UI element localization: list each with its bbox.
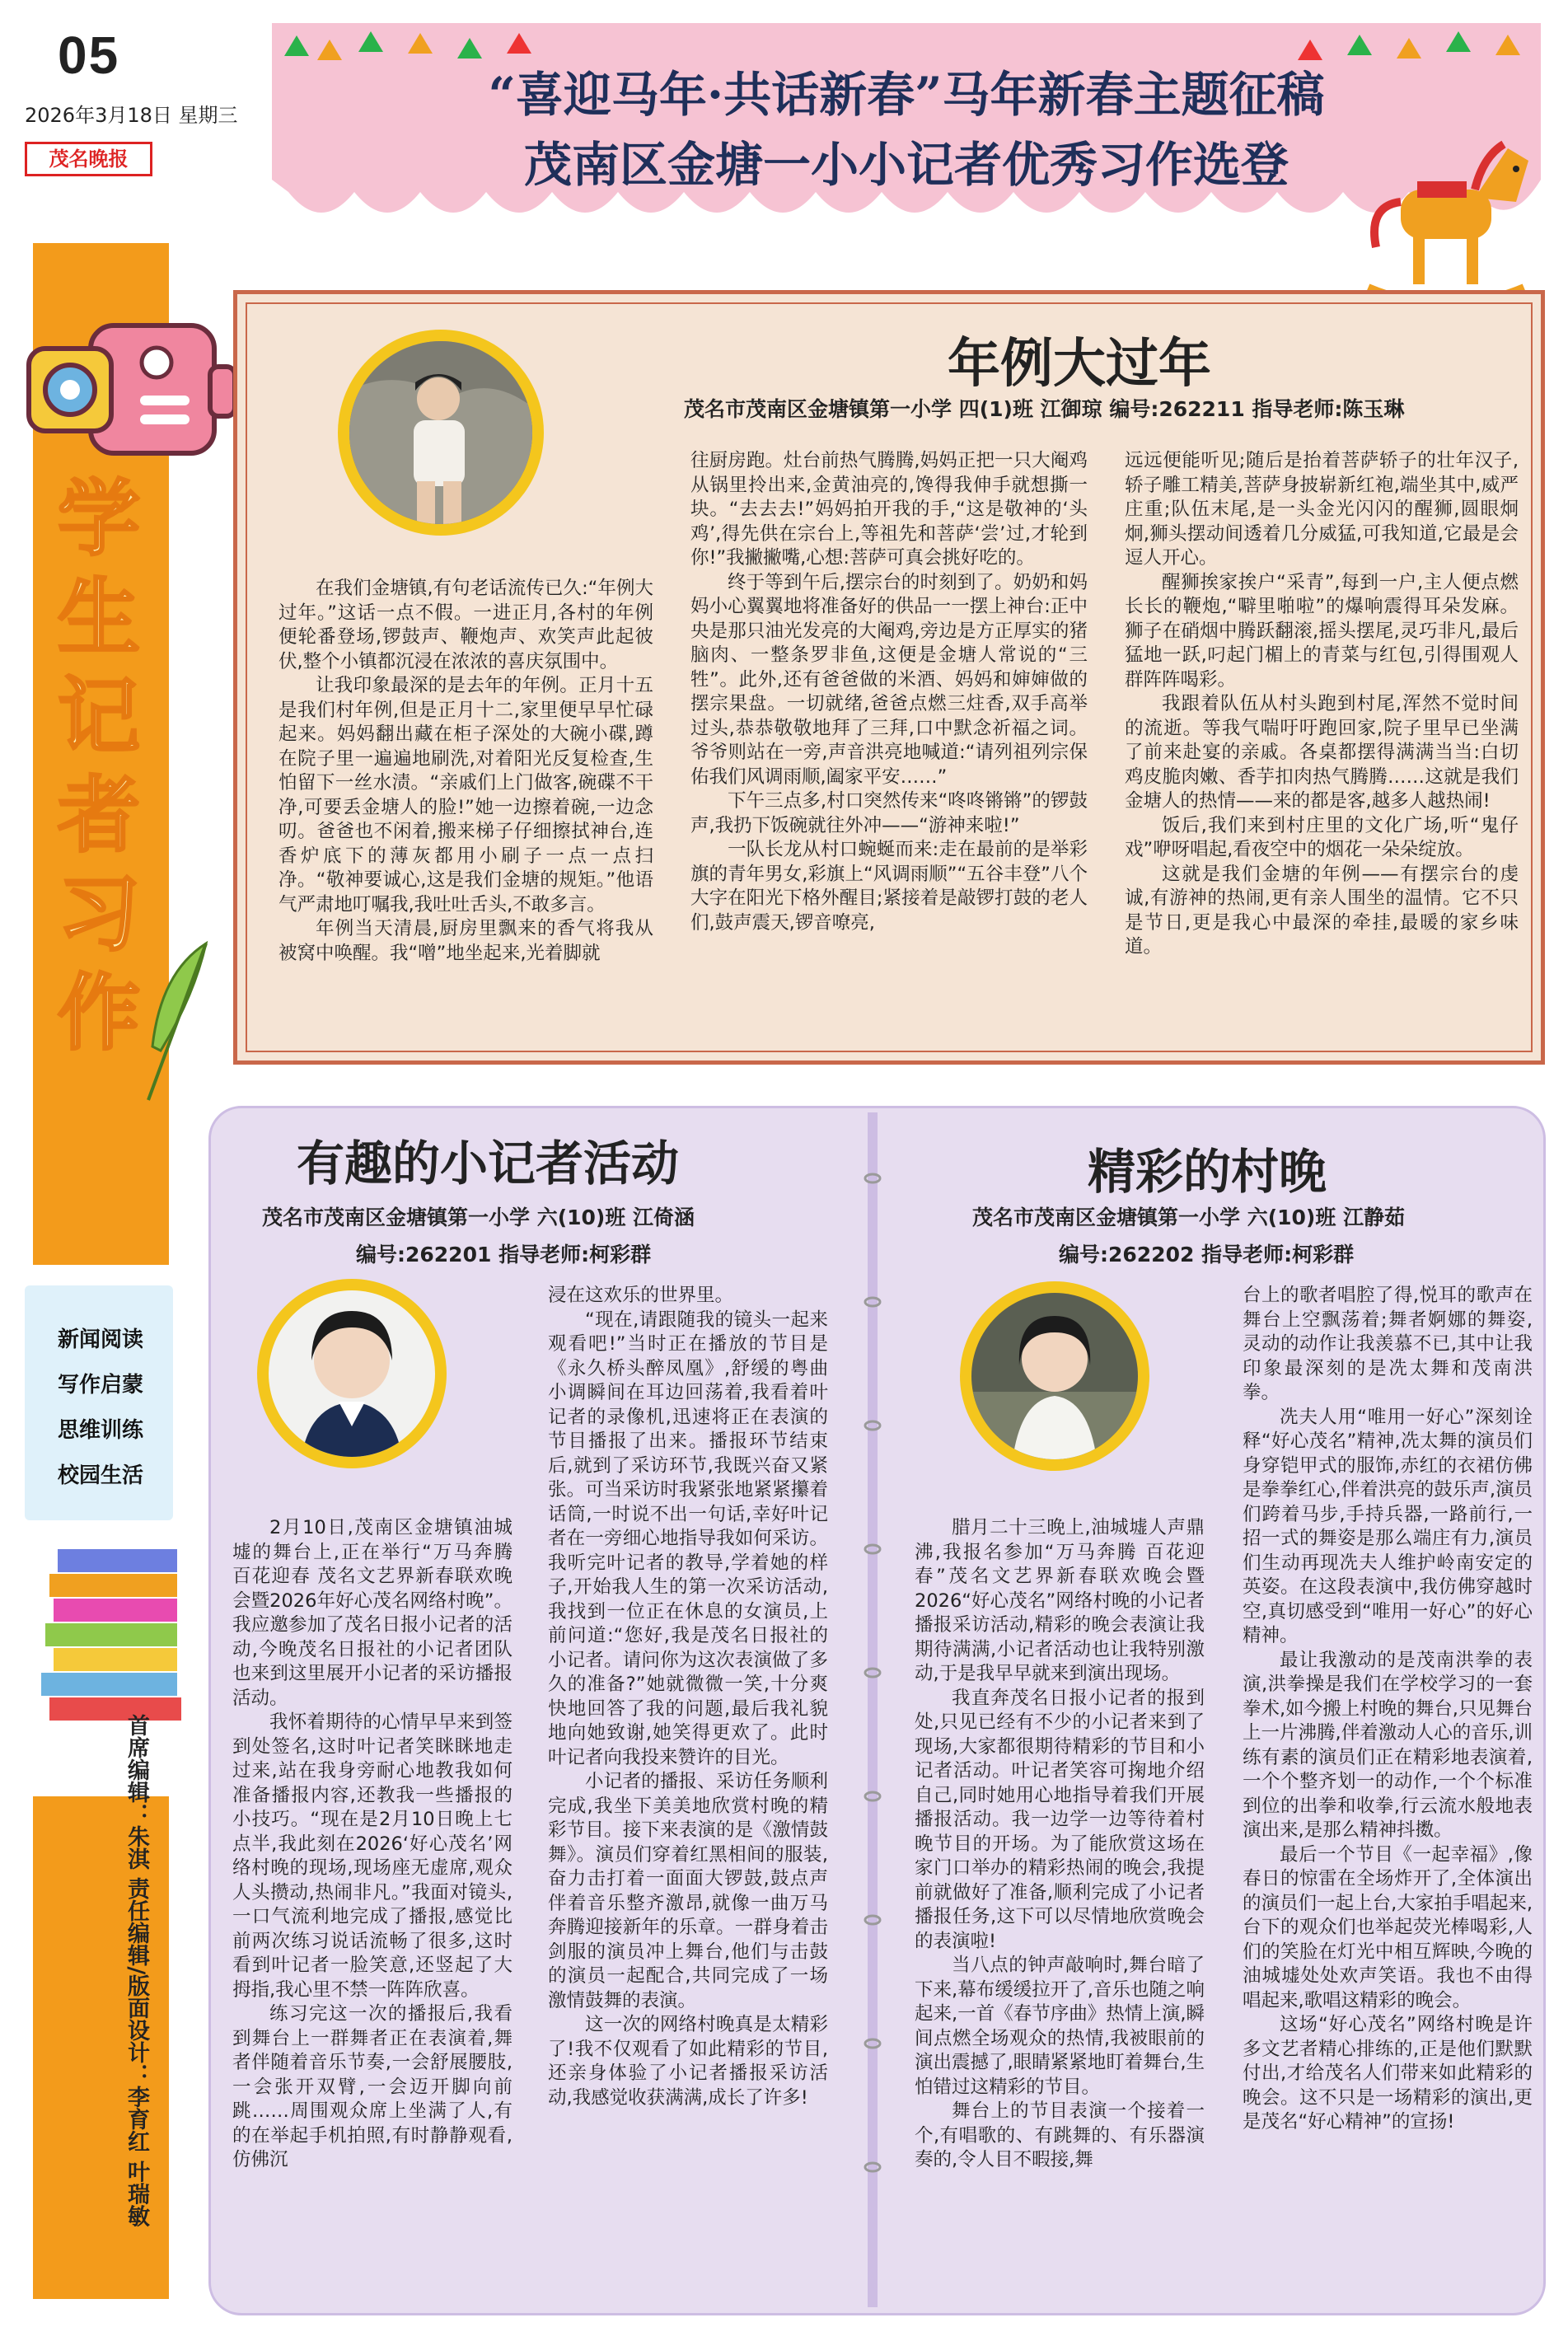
paragraph: 2月10日,茂南区金塘镇油城墟的舞台上,正在举行“万马奔腾 百花迎春 茂名文艺界新春联欢晚会暨2026年好心茂名网络村晚”。我应邀参加了茂名日报小记者的活动,今晚茂名日报社的小记者团队也来到这里展开小记者的采访播报活动。 [232, 1517, 513, 1709]
paragraph: 这一次的网络村晚真是太精彩了!我不仅观看了如此精彩的节目,还亲身体验了小记者播报采访活动,我感觉收获满满,成长了许多! [548, 2014, 828, 2109]
banner-title-line1: “喜迎马年·共话新春”马年新春主题征稿 [488, 67, 1325, 123]
right-article-byline: 茂名市茂南区金塘镇第一小学 六(10)班 江静茹 [972, 1206, 1406, 1229]
paragraph: 在我们金塘镇,有句老话流传已久:“年例大过年。”这话一点不假。一进正月,各村的年例便轮番登场,锣鼓声、鞭炮声、欢笑声此起彼伏,整个小镇都沉浸在浓浓的喜庆氛围中。 [278, 578, 653, 672]
camera-icon [25, 317, 243, 461]
paragraph: 练习完这一次的播报后,我看到舞台上一群舞者正在表演着,舞者伴随着音乐节奏,一会舒展腰肢,一会张开双臂,一会迈开脚向前跳……周围观众席上坐满了人,有的在举起手机拍照,有时静静观看,仿佛沉 [232, 2003, 513, 2170]
author-photo [257, 1279, 447, 1468]
top-article-column-1 [278, 577, 653, 966]
paragraph: 浸在这欢乐的世界里。 [548, 1285, 734, 1306]
nav-box [25, 1285, 173, 1520]
banner-title-line2: 茂南区金塘一小小记者优秀习作选登 [523, 137, 1289, 193]
paragraph: 往厨房跑。灶台前热气腾腾,妈妈正把一只大阉鸡从锅里拎出来,金黄油亮的,馋得我伸手就想撕一块。“去去去!”妈妈拍开我的手,“这是敬神的‘头鸡’,得先供在宗台上,等祖先和菩萨‘尝’过,才轮到你!”我撇撇嘴,心想:菩萨可真会挑好吃的。 [690, 450, 1088, 569]
top-article-column-2 [690, 449, 1088, 935]
nav-item-writing: 写作启蒙 [58, 1373, 144, 1398]
paragraph: 当八点的钟声敲响时,舞台暗了下来,幕布缓缓拉开了,音乐也随之响起来,一首《春节序曲》热情上演,瞬间点燃全场观众的热情,我被眼前的演出震撼了,眼睛紧紧地盯着舞台,生怕错过这精彩的节目。 [915, 1955, 1205, 2098]
editor-credits: 首席编辑：朱淇 责任编辑/版面设计：李育红 叶瑞敏 [124, 1714, 149, 2227]
right-article-column-2 [1243, 1284, 1533, 2135]
paragraph: 冼夫人用“唯用一好心”深刻诠释“好心茂名”精神,冼太舞的演员们身穿铠甲式的服饰,赤红的衣裙仿佛是拳拳红心,伴着洪亮的鼓乐声,演员们跨着马步,手持兵器,一路前行,一招一式的舞姿是那么端庄有力,演员们生动再现冼夫人维护岭南安定的英姿。在这段表演中,我仿佛穿越时空,真切感受到“唯用一好心”的好心精神。 [1243, 1406, 1533, 1646]
nav-item-thinking: 思维训练 [58, 1418, 144, 1443]
left-article-column-2 [548, 1284, 828, 2110]
paragraph: 腊月二十三晚上,油城墟人声鼎沸,我报名参加“万马奔腾 百花迎春”茂名文艺界新春联欢晚会暨2026“好心茂名”网络村晚的小记者播报采访活动,精彩的晚会表演让我期待满满,小记者活动也让我特别激动,于是我早早就来到演出现场。 [915, 1517, 1205, 1684]
paragraph: 小记者的播报、采访任务顺利完成,我坐下美美地欣赏村晚的精彩节目。接下来表演的是《激情鼓舞》。演员们穿着红黑相间的服装,奋力击打着一面面大锣鼓,鼓点声伴着音乐整齐激昂,就像一曲万马奔腾迎接新年的乐章。一群身着击剑服的演员冲上舞台,他们与击鼓的演员一起配合,共同完成了一场激情鼓舞的表演。 [548, 1771, 828, 2011]
right-article-column-1 [915, 1516, 1205, 2173]
top-article-byline: 茂名市茂南区金塘镇第一小学 四(1)班 江御琼 编号:262211 指导老师:陈玉琳 [684, 397, 1405, 421]
notebook-spine [864, 1112, 882, 2307]
paragraph: 我直奔茂名日报小记者的报到处,只见已经有不少的小记者来到了现场,大家都很期待精彩的节目和小记者活动。叶记者笑容可掬地介绍自己,同时她用心地指导着我们开展播报活动。我一边学一边等待着村晚节目的开场。为了能欣赏这场在家门口举办的精彩热闹的晚会,我提前就做好了准备,顺利完成了小记者播报任务,这下可以尽情地欣赏晚会的表演啦! [915, 1687, 1205, 1952]
banner [272, 23, 1541, 233]
paragraph: 下午三点多,村口突然传来“咚咚锵锵”的锣鼓声,我扔下饭碗就往外冲——“游神来啦!” [690, 790, 1088, 836]
paragraph: 远远便能听见;随后是抬着菩萨轿子的壮年汉子,轿子雕工精美,菩萨身披崭新红袍,端坐其中,威严庄重;队伍末尾,是一头金光闪闪的醒狮,圆眼炯炯,狮头摆动间透着几分威猛,可我知道,它最是会逗人开心。 [1125, 450, 1519, 569]
paragraph: 最让我激动的是茂南洪拳的表演,洪拳操是我们在学校学习的一套拳术,如今搬上村晚的舞台,只见舞台上一片沸腾,伴着激动人心的音乐,训练有素的演员们正在精彩地表演着,一个个整齐划一的动作,一个个标准到位的出拳和收拳,行云流水般地表演出来,是那么精神抖擞。 [1243, 1649, 1533, 1841]
paragraph: 饭后,我们来到村庄里的文化广场,听“鬼仔戏”咿呀唱起,看夜空中的烟花一朵朵绽放。 [1125, 814, 1519, 860]
paragraph: 我怀着期待的心情早早来到签到处签名,这时叶记者笑眯眯地走过来,站在我身旁耐心地教我如何准备播报内容,还教我一些播报的小技巧。“现在是2月10日晚上七点半,我此刻在2026‘好心茂名’网络村晚的现场,现场座无虚席,观众人头攒动,热闹非凡。”我面对镜头,一口气流利地完成了播报,感觉比前两次练习说话流畅了很多,这时看到叶记者一脸笑意,还竖起了大拇指,我心里不禁一阵阵欣喜。 [232, 1711, 513, 2001]
author-photo [338, 330, 544, 536]
top-article-column-3 [1125, 449, 1519, 960]
books-icon [33, 1524, 190, 1739]
paragraph: 舞台上的节目表演一个接着一个,有唱歌的、有跳舞的、有乐器演奏的,令人目不暇接,舞 [915, 2100, 1205, 2170]
right-article-id: 编号:262202 指导老师:柯彩群 [1059, 1243, 1355, 1267]
paragraph: 我跟着队伍从村头跑到村尾,浑然不觉时间的流逝。等我气喘吁吁跑回家,院子里早已坐满了前来赴宴的亲戚。各桌都摆得满满当当:白切鸡皮脆肉嫩、香芋扣肉热气腾腾……这就是我们金塘人的热情——来的都是客,越多人越热闹! [1125, 693, 1519, 812]
left-article-id: 编号:262201 指导老师:柯彩群 [356, 1243, 652, 1267]
paragraph: 这就是我们金塘的年例——有摆宗台的虔诚,有游神的热闹,更有亲人围坐的温情。它不只是节日,更是我心中最深的牵挂,最暖的家乡味道。 [1125, 863, 1519, 957]
right-article-title: 精彩的村晚 [1088, 1144, 1327, 1200]
newspaper-logo: 茂名晚报 [25, 142, 152, 176]
quill-icon [136, 939, 210, 1104]
top-article-title: 年例大过年 [948, 334, 1211, 395]
nav-item-campus: 校园生活 [58, 1463, 144, 1488]
paragraph: 年例当天清晨,厨房里飘来的香气将我从被窝中唤醒。我“噌”地坐起来,光着脚就 [278, 918, 653, 964]
page-number: 05 [58, 26, 120, 85]
paragraph: 台上的歌者唱腔了得,悦耳的歌声在舞台上空飘荡着;舞者婀娜的舞姿,灵动的动作让我羡慕不已,其中让我印象最深刻的是冼太舞和茂南洪拳。 [1243, 1285, 1533, 1403]
nav-item-news-reading: 新闻阅读 [58, 1327, 144, 1352]
paragraph: 这场“好心茂名”网络村晚是许多文艺者精心排练的,正是他们默默付出,才给茂名人们带来如此精彩的晚会。这不只是一场精彩的演出,更是茂名“好心精神”的宣扬! [1243, 2014, 1533, 2133]
rocking-horse-icon [1351, 124, 1541, 313]
paragraph: 醒狮挨家挨户“采青”,每到一户,主人便点燃长长的鞭炮,“噼里啪啦”的爆响震得耳朵发麻。狮子在硝烟中腾跃翻滚,摇头摆尾,灵巧非凡,最后猛地一跃,叼起门楣上的青菜与红包,引得围观人群阵阵喝彩。 [1125, 571, 1519, 691]
section-title: 学生记者习作 [58, 471, 140, 1061]
paragraph: 最后一个节目《一起幸福》,像春日的惊雷在全场炸开了,全体演出的演员们一起上台,大家拍手唱起来,台下的观众们也举起荧光棒喝彩,人们的笑脸在灯光中相互辉映,今晚的油城墟处处欢声笑语。我也不由得唱起来,歌唱这精彩的晚会。 [1243, 1843, 1533, 2011]
left-article-column-1 [232, 1516, 513, 2173]
left-article-title: 有趣的小记者活动 [297, 1135, 680, 1192]
page-date: 2026年3月18日 星期三 [25, 104, 238, 127]
left-article-byline: 茂名市茂南区金塘镇第一小学 六(10)班 江倚涵 [262, 1206, 695, 1229]
paragraph: 让我印象最深的是去年的年例。正月十五是我们村年例,但是正月十二,家里便早早忙碌起来。妈妈翻出藏在柜子深处的大碗小碟,蹲在院子里一遍遍地刷洗,对着阳光反复检查,生怕留下一丝水渍。“亲戚们上门做客,碗碟不干净,可要丢金塘人的脸!”她一边擦着碗,一边念叨。爸爸也不闲着,搬来梯子仔细擦拭神台,连香炉底下的薄灰都用小刷子一点一点扫净。“敬神要诚心,这是我们金塘的规矩。”他语气严肃地叮嘱我,我吐吐舌头,不敢多言。 [278, 675, 653, 915]
paragraph: 一队长龙从村口蜿蜒而来:走在最前的是举彩旗的青年男女,彩旗上“风调雨顺”“五谷丰登”八个大字在阳光下格外醒目;紧接着是敲锣打鼓的老人们,鼓声震天,锣音嘹亮, [690, 839, 1088, 934]
author-photo [960, 1281, 1149, 1471]
paragraph: 终于等到午后,摆宗台的时刻到了。奶奶和妈妈小心翼翼地将准备好的供品一一摆上神台:正中央是那只油光发亮的大阉鸡,旁边是方正厚实的猪脑肉、一整条罗非鱼,这便是金塘人常说的“三牲”。此外,还有爸爸做的米酒、妈妈和婶婶做的摆宗果盘。一切就绪,爸爸点燃三炷香,双手高举过头,恭恭敬敬地拜了三拜,口中默念祈福之词。爷爷则站在一旁,声音洪亮地喊道:“请列祖列宗保佑我们风调雨顺,阖家平安……” [690, 571, 1088, 788]
paragraph: “现在,请跟随我的镜头一起来观看吧!”当时正在播放的节目是《永久桥头醉凤凰》,舒缓的粤曲小调瞬间在耳边回荡着,我看着叶记者的录像机,迅速将正在表演的节目播报了出来。播报环节结束后,就到了采访环节,我既兴奋又紧张。可当采访时我紧张地紧紧攥着话筒,一时说不出一句话,幸好叶记者在一旁细心地指导我如何采访。我听完叶记者的教导,学着她的样子,开始我人生的第一次采访活动,我找到一位正在休息的女演员,上前问道:“您好,我是茂名日报社的小记者。请问你为这次表演做了多久的准备?”她就微微一笑,十分爽快地回答了我的问题,最后我礼貌地向她致谢,她笑得更欢了。此时叶记者向我投来赞许的目光。 [548, 1309, 828, 1768]
